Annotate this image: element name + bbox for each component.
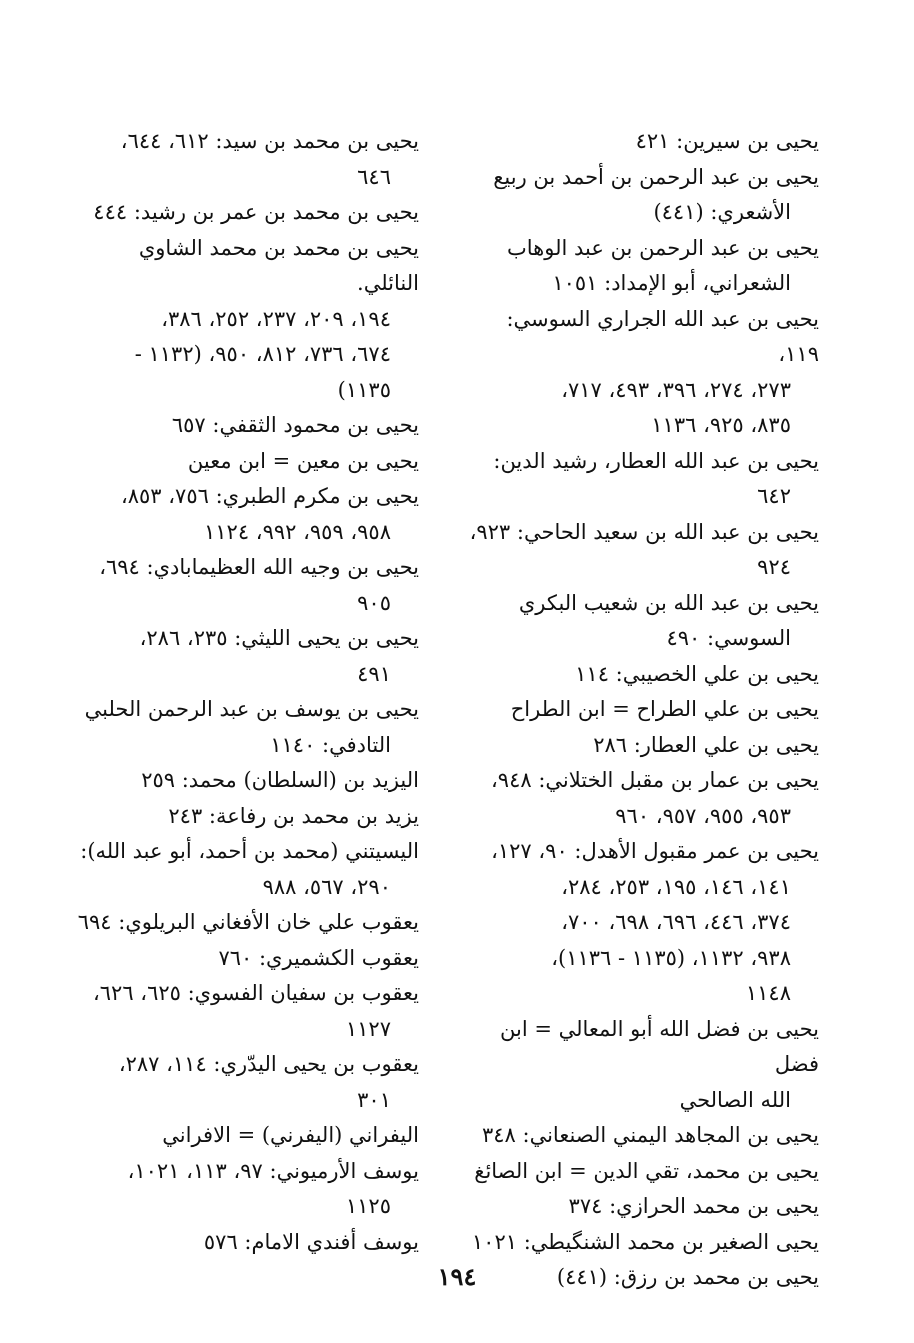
index-entry xyxy=(464,124,819,160)
index-entry xyxy=(464,160,819,231)
index-entry-heading: يحيى بن سيرين: ٤٢١ xyxy=(635,129,819,153)
index-entry-continuation: السوسي: ٤٩٠ xyxy=(666,626,791,650)
index-entry xyxy=(74,1225,419,1261)
index-entry-continuation: ٤٩١ xyxy=(357,661,391,686)
index-entry xyxy=(464,1225,819,1261)
index-entry-continuation: التادفي: ١١٤٠ xyxy=(270,732,391,757)
index-entry-continuation: ١٤١، ١٤٦، ١٩٥، ٢٥٣، ٢٨٤، xyxy=(561,874,791,899)
index-entry xyxy=(464,515,819,586)
index-entry-continuation: ٩٥٣، ٩٥٥، ٩٥٧، ٩٦٠ xyxy=(615,803,791,828)
index-entry-heading: يحيى بن عبد الرحمن بن عبد الوهاب xyxy=(507,235,819,260)
index-entry-continuation: ٩٢٤ xyxy=(757,555,791,579)
index-entry xyxy=(74,408,419,444)
index-entry-heading: يحيى بن يحيى الليثي: ٢٣٥، ٢٨٦، xyxy=(139,626,419,650)
index-entry-continuation: ٨٣٥، ٩٢٥، ١١٣٦ xyxy=(651,413,791,437)
index-entry xyxy=(464,586,819,657)
index-entry-continuation: الله الصالحي xyxy=(679,1087,791,1112)
index-entry-continuation: ١١٢٧ xyxy=(345,1016,391,1041)
index-entry-heading: يحيى بن عمار بن مقبل الختلاني: ٩٤٨، xyxy=(491,768,819,792)
index-entry xyxy=(74,621,419,692)
index-entry xyxy=(464,1012,819,1119)
index-entry xyxy=(74,763,419,799)
index-entry-heading: يحيى بن محمد الحرازي: ٣٧٤ xyxy=(568,1194,819,1218)
index-entry-heading: يحيى بن محمد، تقي الدين = ابن الصائغ xyxy=(474,1158,819,1183)
index-entry xyxy=(74,905,419,941)
index-entry xyxy=(74,1154,419,1225)
index-entry-heading: يحيى بن محمد بن سيد: ٦١٢، ٦٤٤، xyxy=(120,129,419,153)
index-entry xyxy=(464,763,819,834)
index-entry-heading: اليفراني (اليفرني) = الافراني xyxy=(162,1123,419,1147)
index-entry-heading: يزيد بن محمد بن رفاعة: ٢٤٣ xyxy=(168,803,419,828)
index-entry-heading: يحيى بن مكرم الطبري: ٧٥٦، ٨٥٣، xyxy=(120,484,419,508)
index-entry-heading: اليسيتني (محمد بن أحمد، أبو عبد الله): xyxy=(80,839,419,863)
index-entry-heading: يحيى بن محمد بن محمد الشاوي النائلي. xyxy=(138,235,419,295)
index-entry-heading: يحيى بن علي الخصيبي: ١١٤ xyxy=(575,661,819,686)
index-entry-heading: يحيى بن فضل الله أبو المعالي = ابن فضل xyxy=(500,1016,819,1076)
index-entry-heading: يحيى بن علي العطار: ٢٨٦ xyxy=(593,732,819,757)
index-entry-heading: يحيى بن المجاهد اليمني الصنعاني: ٣٤٨ xyxy=(481,1123,819,1147)
index-entry-heading: يعقوب علي خان الأفغاني البريلوي: ٦٩٤ xyxy=(77,910,419,934)
index-entry-heading: يعقوب بن يحيى اليدّري: ١١٤، ٢٨٧، xyxy=(118,1052,419,1076)
page-number: ١٩٤ xyxy=(437,1262,477,1291)
index-entry-continuation: ٣٧٤، ٤٤٦، ٦٩٦، ٦٩٨، ٧٠٠، xyxy=(561,910,791,934)
index-entry xyxy=(464,1189,819,1225)
index-entry-continuation: ١١٣٥) xyxy=(337,377,391,402)
index-entry-heading: يحيى بن عبد الله بن شعيب البكري xyxy=(518,590,819,615)
index-entry-continuation: ٩٣٨، ١١٣٢، (١١٣٥ - ١١٣٦)، xyxy=(551,945,791,970)
index-entry xyxy=(74,1118,419,1154)
index-entry-heading: يوسف أفندي الامام: ٥٧٦ xyxy=(203,1229,419,1254)
index-entry xyxy=(74,834,419,905)
index-entry-continuation: ٣٠١ xyxy=(357,1087,391,1112)
index-entry xyxy=(464,692,819,728)
index-entry-continuation: ٦٤٢ xyxy=(757,484,791,508)
index-entry xyxy=(74,976,419,1047)
index-entry-continuation: ١١٤٨ xyxy=(745,981,791,1005)
index-entry xyxy=(74,124,419,195)
index-entry xyxy=(74,941,419,977)
index-entry-heading: يعقوب الكشميري: ٧٦٠ xyxy=(218,945,419,970)
index-entry-continuation: الأشعري: (٤٤١) xyxy=(653,200,791,224)
index-entry xyxy=(464,444,819,515)
index-entry-heading: اليزيد بن (السلطان) محمد: ٢٥٩ xyxy=(141,768,419,792)
index-entry xyxy=(74,479,419,550)
index-entry xyxy=(74,444,419,480)
index-column-left xyxy=(74,124,419,1260)
index-entry-continuation: ٩٥٨، ٩٥٩، ٩٩٢، ١١٢٤ xyxy=(203,519,391,544)
index-entry xyxy=(74,799,419,835)
index-entry xyxy=(74,231,419,409)
index-entry-continuation: ٢٩٠، ٥٦٧، ٩٨٨ xyxy=(262,874,391,899)
index-entry-continuation: ٢٧٣، ٢٧٤، ٣٩٦، ٤٩٣، ٧١٧، xyxy=(561,377,791,402)
index-entry xyxy=(74,1047,419,1118)
index-entry-heading: يحيى بن عبد الله العطار، رشيد الدين: xyxy=(493,448,819,473)
index-entry-heading: يحيى بن عبد الله بن سعيد الحاحي: ٩٢٣، xyxy=(469,519,819,544)
index-entry xyxy=(464,1154,819,1190)
index-entry-continuation: ١٩٤، ٢٠٩، ٢٣٧، ٢٥٢، ٣٨٦، xyxy=(161,306,391,331)
index-entry-heading: يعقوب بن سفيان الفسوي: ٦٢٥، ٦٢٦، xyxy=(93,981,419,1005)
index-entry xyxy=(74,692,419,763)
index-entry-continuation: ١١٢٥ xyxy=(345,1194,391,1218)
index-entry xyxy=(74,195,419,231)
index-entry-heading: يحيى بن عبد الله الجراري السوسي: ١١٩، xyxy=(506,306,819,366)
index-entry xyxy=(74,550,419,621)
index-entry xyxy=(464,1118,819,1154)
index-entry-heading: يوسف الأرميوني: ٩٧، ١١٣، ١٠٢١، xyxy=(127,1158,419,1183)
index-entry-heading: يحيى بن وجيه الله العظيمابادي: ٦٩٤، xyxy=(99,555,419,579)
index-entry-heading: يحيى بن عبد الرحمن بن أحمد بن ربيع xyxy=(493,164,819,189)
index-entry-heading: يحيى بن محمد بن عمر بن رشيد: ٤٤٤ xyxy=(93,200,419,224)
index-entry xyxy=(464,231,819,302)
index-entry xyxy=(464,728,819,764)
index-entry-heading: يحيى بن معين = ابن معين xyxy=(187,448,419,473)
index-entry-heading: يحيى بن محمود الثقفي: ٦٥٧ xyxy=(171,413,419,437)
index-entry-heading: يحيى الصغير بن محمد الشنگيطي: ١٠٢١ xyxy=(471,1229,819,1254)
index-column-right xyxy=(464,124,819,1296)
index-entry-heading: يحيى بن عمر مقبول الأهدل: ٩٠، ١٢٧، xyxy=(491,839,819,863)
index-entry-continuation: ٦٧٤، ٧٣٦، ٨١٢، ٩٥٠، (١١٣٢ - xyxy=(134,342,391,366)
index-entry-heading: يحيى بن يوسف بن عبد الرحمن الحلبي xyxy=(84,697,419,721)
index-entry-continuation: ٦٤٦ xyxy=(357,164,391,189)
index-entry xyxy=(464,657,819,693)
index-entry-heading: يحيى بن علي الطراح = ابن الطراح xyxy=(510,697,819,721)
index-entry-continuation: الشعراني، أبو الإمداد: ١٠٥١ xyxy=(552,271,791,295)
index-entry-heading: يحيى بن محمد بن رزق: (٤٤١) xyxy=(556,1265,819,1289)
index-entry xyxy=(464,302,819,444)
index-entry xyxy=(464,834,819,1012)
index-entry-continuation: ٩٠٥ xyxy=(357,590,391,615)
